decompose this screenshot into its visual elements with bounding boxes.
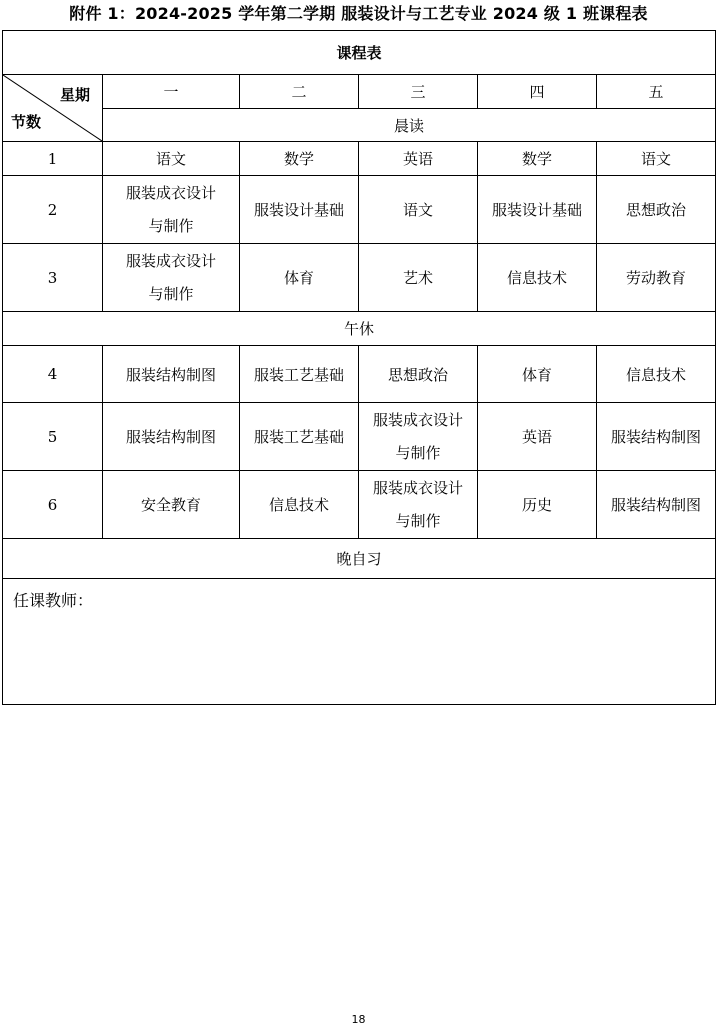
- course-cell: 服装设计基础: [478, 176, 597, 244]
- teacher-row: [3, 579, 716, 705]
- period-row: [3, 244, 716, 312]
- period-number: 4: [3, 346, 103, 403]
- corner-weekday-label: 星期: [59, 86, 90, 104]
- course-cell: 英语: [359, 142, 478, 176]
- course-line: 与制作: [148, 284, 194, 303]
- course-cell: 服装结构制图: [597, 403, 716, 471]
- course-line: 服装成衣设计: [125, 183, 216, 202]
- period-number: 6: [3, 471, 103, 539]
- page-number: 18: [351, 1013, 366, 1026]
- course-line: 服装成衣设计: [372, 410, 463, 429]
- period-number: 5: [3, 403, 103, 471]
- document-title: 附件 1：2024-2025 学年第二学期 服装设计与工艺专业 2024 级 1 班课程表: [69, 4, 648, 23]
- course-cell: [103, 176, 240, 244]
- period-number: 2: [3, 176, 103, 244]
- course-cell: 服装工艺基础: [240, 403, 359, 471]
- day-header: 二: [240, 75, 359, 109]
- evening-study: 晚自习: [3, 539, 716, 579]
- day-header: 一: [103, 75, 240, 109]
- evening-study-row: [3, 539, 716, 579]
- course-line: 服装成衣设计: [125, 251, 216, 270]
- period-row: [3, 176, 716, 244]
- course-cell: 安全教育: [103, 471, 240, 539]
- course-cell: 语文: [359, 176, 478, 244]
- period-row: [3, 346, 716, 403]
- schedule-table: [2, 30, 716, 705]
- course-cell: 信息技术: [597, 346, 716, 403]
- course-cell: 语文: [103, 142, 240, 176]
- course-cell: 历史: [478, 471, 597, 539]
- course-cell: 服装工艺基础: [240, 346, 359, 403]
- course-cell: 服装结构制图: [103, 403, 240, 471]
- noon-break: 午休: [3, 312, 716, 346]
- course-cell: 服装结构制图: [597, 471, 716, 539]
- teacher-label: 任课教师：: [3, 579, 716, 705]
- day-header: 五: [597, 75, 716, 109]
- course-cell: 信息技术: [240, 471, 359, 539]
- morning-reading: 晨读: [103, 109, 716, 142]
- course-cell: 数学: [240, 142, 359, 176]
- course-cell: 信息技术: [478, 244, 597, 312]
- day-header: 三: [359, 75, 478, 109]
- course-cell: 语文: [597, 142, 716, 176]
- course-cell: 服装设计基础: [240, 176, 359, 244]
- noon-break-row: [3, 312, 716, 346]
- period-number: 1: [3, 142, 103, 176]
- day-header: 四: [478, 75, 597, 109]
- course-line: 与制作: [395, 443, 441, 462]
- table-caption: 课程表: [3, 31, 716, 75]
- course-cell: 英语: [478, 403, 597, 471]
- course-cell: 服装结构制图: [103, 346, 240, 403]
- course-cell: 体育: [240, 244, 359, 312]
- course-cell: [103, 244, 240, 312]
- morning-reading-row: [3, 109, 716, 142]
- period-row: [3, 142, 716, 176]
- corner-period-label: 节数: [11, 113, 42, 131]
- course-cell: 思想政治: [359, 346, 478, 403]
- course-cell: [359, 403, 478, 471]
- course-cell: 体育: [478, 346, 597, 403]
- period-number: 3: [3, 244, 103, 312]
- period-row: [3, 403, 716, 471]
- course-cell: 艺术: [359, 244, 478, 312]
- corner-cell: [3, 75, 103, 142]
- course-cell: 劳动教育: [597, 244, 716, 312]
- course-cell: 数学: [478, 142, 597, 176]
- course-cell: [359, 471, 478, 539]
- course-line: 与制作: [148, 216, 194, 235]
- course-line: 服装成衣设计: [372, 478, 463, 497]
- course-line: 与制作: [395, 511, 441, 530]
- weekday-header-row: [3, 75, 716, 109]
- course-cell: 思想政治: [597, 176, 716, 244]
- caption-row: [3, 31, 716, 75]
- period-row: [3, 471, 716, 539]
